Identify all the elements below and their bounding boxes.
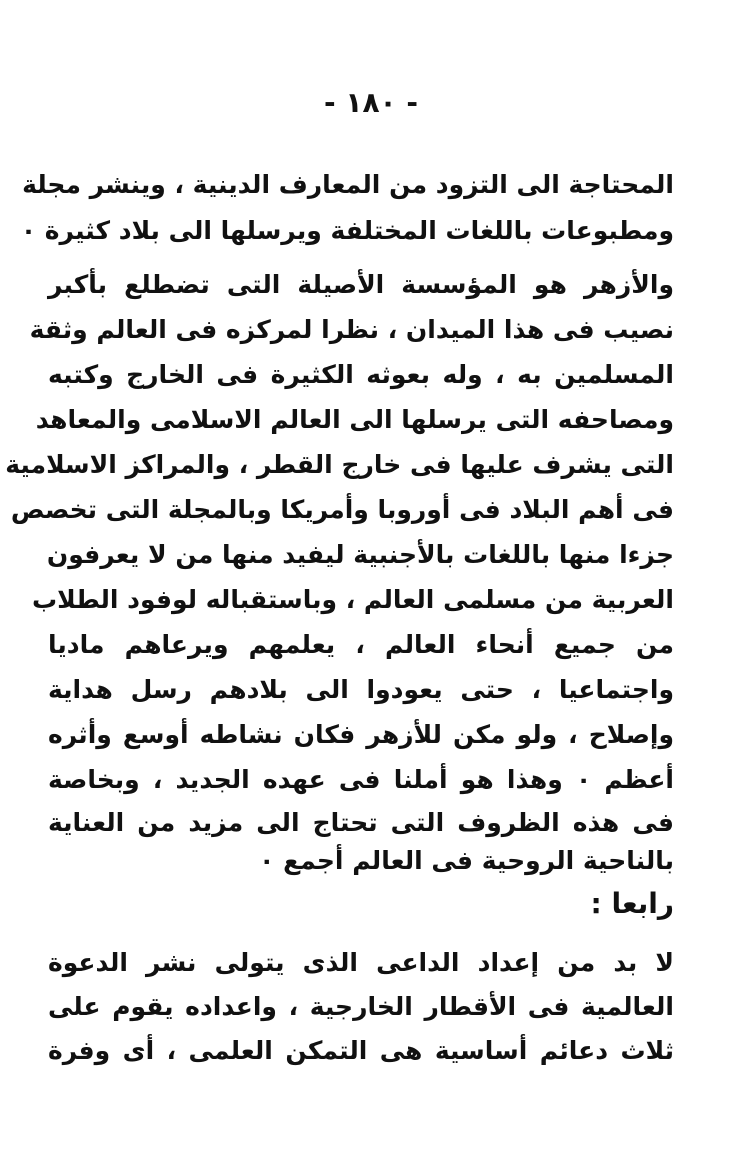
text-line: فى هذه الظروف التى تحتاج الى مزيد من العناية — [48, 808, 674, 837]
text-line: ومصاحفه التى يرسلها الى العالم الاسلامى والمعاهد — [35, 405, 674, 434]
text-line: فى أهم البلاد فى أوروبا وأمريكا وبالمجلة التى تخصص — [10, 495, 674, 524]
text-line: نصيب فى هذا الميدان ، نظرا لمركزه فى العالم وثقة — [29, 315, 674, 344]
text-line: المسلمين به ، وله بعوثه الكثيرة فى الخارج وكتبه — [48, 360, 674, 389]
text-line: جزءا منها باللغات بالأجنبية ليفيد منها من لا يعرفون — [46, 540, 674, 569]
text-line: العربية من مسلمى العالم ، وباستقباله لوفود الطلاب — [32, 585, 674, 614]
text-line: من جميع أنحاء العالم ، يعلمهم ويرعاهم ماديا — [48, 630, 674, 659]
text-line: لا بد من إعداد الداعى الذى يتولى نشر الدعوة — [48, 948, 674, 977]
text-line: التى يشرف عليها فى خارج القطر ، والمراكز الاسلامية — [5, 450, 674, 479]
text-line: المحتاجة الى التزود من المعارف الدينية ، وينشر مجلة — [22, 170, 674, 199]
text-line: العالمية فى الأقطار الخارجية ، واعداده يقوم على — [48, 992, 674, 1021]
text-line: ومطبوعات باللغات المختلفة ويرسلها الى بلاد كثيرة ٠ — [20, 216, 674, 245]
text-line: وإصلاح ، ولو مكن للأزهر فكان نشاطه أوسع وأثره — [48, 720, 674, 749]
page-number: - ١٨٠ - — [323, 86, 419, 119]
text-line: أعظم ٠ وهذا هو أملنا فى عهده الجديد ، وبخاصة — [48, 765, 674, 794]
section-heading: رابعا : — [590, 887, 674, 920]
text-line: ثلاث دعائم أساسية هى التمكن العلمى ، أى وفرة — [48, 1036, 674, 1065]
text-line: واجتماعيا ، حتى يعودوا الى بلادهم رسل هداية — [48, 675, 674, 704]
text-line: والأزهر هو المؤسسة الأصيلة التى تضطلع بأكبر — [48, 270, 674, 299]
text-line: بالناحية الروحية فى العالم أجمع ٠ — [259, 846, 674, 875]
